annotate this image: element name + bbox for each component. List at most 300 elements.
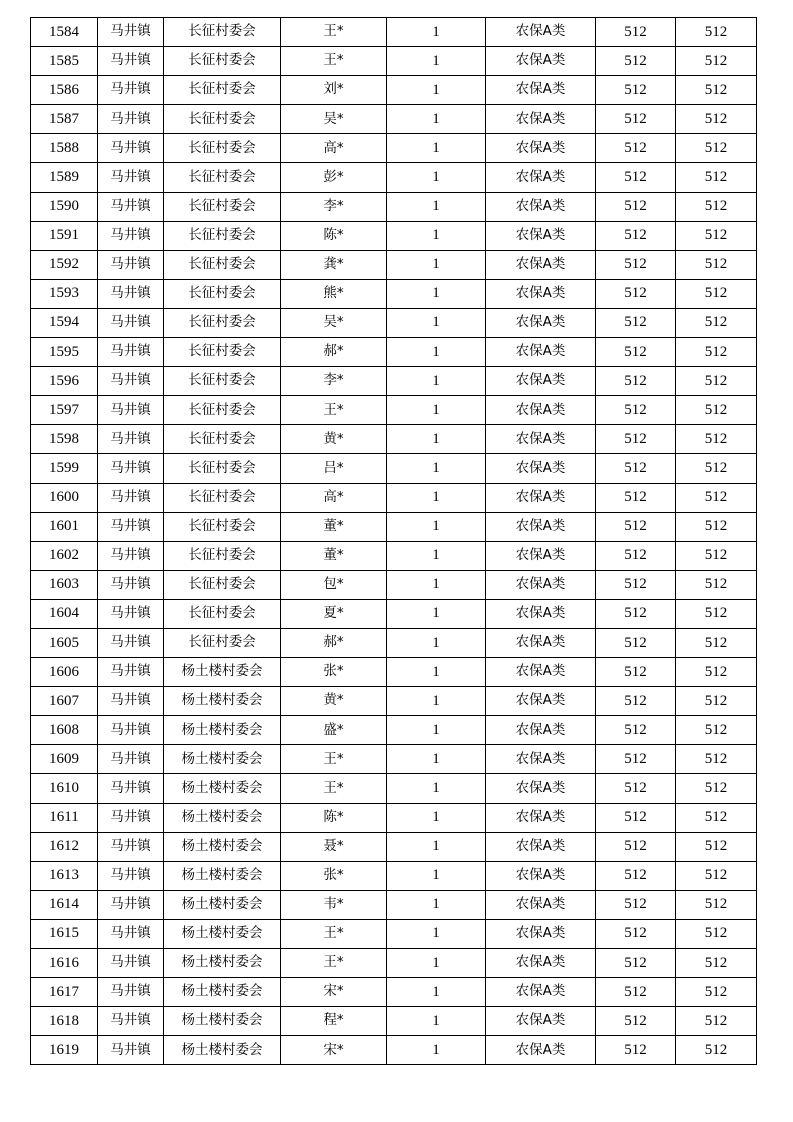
person-name-cell: 高* [281, 483, 387, 512]
person-name-cell: 吴* [281, 105, 387, 134]
amount-cell: 512 [596, 745, 676, 774]
table-row [31, 338, 757, 367]
table-row [31, 396, 757, 425]
town-cell: 马井镇 [98, 658, 164, 687]
village-cell: 杨土楼村委会 [164, 745, 281, 774]
table-row [31, 803, 757, 832]
amount-cell: 512 [596, 512, 676, 541]
row-number-cell: 1603 [31, 570, 98, 599]
village-cell: 杨土楼村委会 [164, 861, 281, 890]
row-number-cell: 1589 [31, 163, 98, 192]
person-name-cell: 龚* [281, 250, 387, 279]
town-cell: 马井镇 [98, 541, 164, 570]
amount-cell: 512 [596, 134, 676, 163]
amount-cell: 512 [596, 250, 676, 279]
category-cell: 农保A类 [486, 687, 596, 716]
count-cell: 1 [387, 599, 486, 628]
category-cell: 农保A类 [486, 745, 596, 774]
table-row [31, 192, 757, 221]
total-amount-cell: 512 [676, 687, 757, 716]
total-amount-cell: 512 [676, 18, 757, 47]
amount-cell: 512 [596, 890, 676, 919]
town-cell: 马井镇 [98, 745, 164, 774]
person-name-cell: 吕* [281, 454, 387, 483]
amount-cell: 512 [596, 221, 676, 250]
row-number-cell: 1592 [31, 250, 98, 279]
town-cell: 马井镇 [98, 890, 164, 919]
person-name-cell: 高* [281, 134, 387, 163]
total-amount-cell: 512 [676, 774, 757, 803]
count-cell: 1 [387, 250, 486, 279]
count-cell: 1 [387, 716, 486, 745]
amount-cell: 512 [596, 18, 676, 47]
row-number-cell: 1618 [31, 1007, 98, 1036]
count-cell: 1 [387, 18, 486, 47]
count-cell: 1 [387, 803, 486, 832]
count-cell: 1 [387, 919, 486, 948]
category-cell: 农保A类 [486, 716, 596, 745]
category-cell: 农保A类 [486, 1007, 596, 1036]
amount-cell: 512 [596, 308, 676, 337]
town-cell: 马井镇 [98, 687, 164, 716]
person-name-cell: 王* [281, 745, 387, 774]
amount-cell: 512 [596, 454, 676, 483]
category-cell: 农保A类 [486, 483, 596, 512]
category-cell: 农保A类 [486, 47, 596, 76]
count-cell: 1 [387, 570, 486, 599]
total-amount-cell: 512 [676, 47, 757, 76]
village-cell: 长征村委会 [164, 76, 281, 105]
total-amount-cell: 512 [676, 1036, 757, 1065]
table-row [31, 978, 757, 1007]
total-amount-cell: 512 [676, 512, 757, 541]
person-name-cell: 宋* [281, 1036, 387, 1065]
person-name-cell: 吴* [281, 308, 387, 337]
amount-cell: 512 [596, 861, 676, 890]
count-cell: 1 [387, 192, 486, 221]
amount-cell: 512 [596, 338, 676, 367]
village-cell: 杨土楼村委会 [164, 658, 281, 687]
count-cell: 1 [387, 832, 486, 861]
village-cell: 长征村委会 [164, 192, 281, 221]
person-name-cell: 彭* [281, 163, 387, 192]
amount-cell: 512 [596, 76, 676, 105]
category-cell: 农保A类 [486, 919, 596, 948]
total-amount-cell: 512 [676, 221, 757, 250]
count-cell: 1 [387, 1007, 486, 1036]
total-amount-cell: 512 [676, 279, 757, 308]
village-cell: 长征村委会 [164, 338, 281, 367]
table-row [31, 658, 757, 687]
town-cell: 马井镇 [98, 396, 164, 425]
table-row [31, 949, 757, 978]
category-cell: 农保A类 [486, 134, 596, 163]
person-name-cell: 王* [281, 949, 387, 978]
row-number-cell: 1619 [31, 1036, 98, 1065]
total-amount-cell: 512 [676, 949, 757, 978]
count-cell: 1 [387, 861, 486, 890]
town-cell: 马井镇 [98, 483, 164, 512]
town-cell: 马井镇 [98, 599, 164, 628]
village-cell: 长征村委会 [164, 570, 281, 599]
person-name-cell: 王* [281, 774, 387, 803]
category-cell: 农保A类 [486, 890, 596, 919]
total-amount-cell: 512 [676, 192, 757, 221]
town-cell: 马井镇 [98, 105, 164, 134]
town-cell: 马井镇 [98, 250, 164, 279]
category-cell: 农保A类 [486, 192, 596, 221]
amount-cell: 512 [596, 774, 676, 803]
total-amount-cell: 512 [676, 745, 757, 774]
table-row [31, 134, 757, 163]
amount-cell: 512 [596, 279, 676, 308]
row-number-cell: 1614 [31, 890, 98, 919]
village-cell: 杨土楼村委会 [164, 919, 281, 948]
town-cell: 马井镇 [98, 163, 164, 192]
row-number-cell: 1607 [31, 687, 98, 716]
row-number-cell: 1616 [31, 949, 98, 978]
table-row [31, 18, 757, 47]
category-cell: 农保A类 [486, 628, 596, 657]
person-name-cell: 张* [281, 658, 387, 687]
person-name-cell: 王* [281, 18, 387, 47]
town-cell: 马井镇 [98, 570, 164, 599]
amount-cell: 512 [596, 832, 676, 861]
amount-cell: 512 [596, 1007, 676, 1036]
amount-cell: 512 [596, 716, 676, 745]
town-cell: 马井镇 [98, 425, 164, 454]
count-cell: 1 [387, 134, 486, 163]
amount-cell: 512 [596, 628, 676, 657]
count-cell: 1 [387, 425, 486, 454]
count-cell: 1 [387, 774, 486, 803]
count-cell: 1 [387, 47, 486, 76]
village-cell: 长征村委会 [164, 396, 281, 425]
table-row [31, 512, 757, 541]
category-cell: 农保A类 [486, 105, 596, 134]
count-cell: 1 [387, 541, 486, 570]
total-amount-cell: 512 [676, 425, 757, 454]
village-cell: 杨土楼村委会 [164, 774, 281, 803]
row-number-cell: 1584 [31, 18, 98, 47]
category-cell: 农保A类 [486, 978, 596, 1007]
table-row [31, 599, 757, 628]
person-name-cell: 王* [281, 396, 387, 425]
table-body [31, 18, 757, 1065]
category-cell: 农保A类 [486, 774, 596, 803]
count-cell: 1 [387, 163, 486, 192]
category-cell: 农保A类 [486, 803, 596, 832]
category-cell: 农保A类 [486, 454, 596, 483]
person-name-cell: 陈* [281, 803, 387, 832]
category-cell: 农保A类 [486, 396, 596, 425]
village-cell: 杨土楼村委会 [164, 1036, 281, 1065]
row-number-cell: 1611 [31, 803, 98, 832]
count-cell: 1 [387, 221, 486, 250]
town-cell: 马井镇 [98, 919, 164, 948]
row-number-cell: 1599 [31, 454, 98, 483]
row-number-cell: 1604 [31, 599, 98, 628]
village-cell: 长征村委会 [164, 628, 281, 657]
category-cell: 农保A类 [486, 250, 596, 279]
category-cell: 农保A类 [486, 949, 596, 978]
category-cell: 农保A类 [486, 279, 596, 308]
category-cell: 农保A类 [486, 367, 596, 396]
category-cell: 农保A类 [486, 570, 596, 599]
count-cell: 1 [387, 396, 486, 425]
row-number-cell: 1586 [31, 76, 98, 105]
table-row [31, 163, 757, 192]
total-amount-cell: 512 [676, 396, 757, 425]
table-row [31, 221, 757, 250]
total-amount-cell: 512 [676, 163, 757, 192]
town-cell: 马井镇 [98, 367, 164, 396]
category-cell: 农保A类 [486, 308, 596, 337]
village-cell: 长征村委会 [164, 18, 281, 47]
row-number-cell: 1610 [31, 774, 98, 803]
table-row [31, 890, 757, 919]
count-cell: 1 [387, 76, 486, 105]
village-cell: 杨土楼村委会 [164, 949, 281, 978]
amount-cell: 512 [596, 483, 676, 512]
person-name-cell: 韦* [281, 890, 387, 919]
village-cell: 长征村委会 [164, 483, 281, 512]
category-cell: 农保A类 [486, 1036, 596, 1065]
count-cell: 1 [387, 367, 486, 396]
village-cell: 长征村委会 [164, 47, 281, 76]
row-number-cell: 1595 [31, 338, 98, 367]
total-amount-cell: 512 [676, 367, 757, 396]
person-name-cell: 盛* [281, 716, 387, 745]
table-row [31, 279, 757, 308]
village-cell: 长征村委会 [164, 512, 281, 541]
table-row [31, 745, 757, 774]
table-row [31, 105, 757, 134]
total-amount-cell: 512 [676, 308, 757, 337]
amount-cell: 512 [596, 978, 676, 1007]
village-cell: 长征村委会 [164, 308, 281, 337]
table-row [31, 687, 757, 716]
row-number-cell: 1598 [31, 425, 98, 454]
row-number-cell: 1590 [31, 192, 98, 221]
table-row [31, 250, 757, 279]
category-cell: 农保A类 [486, 18, 596, 47]
amount-cell: 512 [596, 687, 676, 716]
table-row [31, 367, 757, 396]
town-cell: 马井镇 [98, 628, 164, 657]
village-cell: 杨土楼村委会 [164, 978, 281, 1007]
person-name-cell: 张* [281, 861, 387, 890]
data-table [30, 17, 757, 1065]
village-cell: 长征村委会 [164, 279, 281, 308]
total-amount-cell: 512 [676, 105, 757, 134]
total-amount-cell: 512 [676, 832, 757, 861]
table-row [31, 76, 757, 105]
count-cell: 1 [387, 338, 486, 367]
amount-cell: 512 [596, 425, 676, 454]
person-name-cell: 陈* [281, 221, 387, 250]
total-amount-cell: 512 [676, 76, 757, 105]
count-cell: 1 [387, 454, 486, 483]
town-cell: 马井镇 [98, 949, 164, 978]
amount-cell: 512 [596, 47, 676, 76]
category-cell: 农保A类 [486, 541, 596, 570]
count-cell: 1 [387, 512, 486, 541]
table-row [31, 919, 757, 948]
amount-cell: 512 [596, 919, 676, 948]
person-name-cell: 李* [281, 367, 387, 396]
row-number-cell: 1587 [31, 105, 98, 134]
category-cell: 农保A类 [486, 338, 596, 367]
total-amount-cell: 512 [676, 628, 757, 657]
amount-cell: 512 [596, 949, 676, 978]
village-cell: 杨土楼村委会 [164, 803, 281, 832]
row-number-cell: 1597 [31, 396, 98, 425]
row-number-cell: 1612 [31, 832, 98, 861]
row-number-cell: 1601 [31, 512, 98, 541]
town-cell: 马井镇 [98, 832, 164, 861]
total-amount-cell: 512 [676, 570, 757, 599]
amount-cell: 512 [596, 163, 676, 192]
person-name-cell: 刘* [281, 76, 387, 105]
amount-cell: 512 [596, 105, 676, 134]
table-row [31, 1007, 757, 1036]
table-row [31, 716, 757, 745]
count-cell: 1 [387, 658, 486, 687]
table-row [31, 570, 757, 599]
amount-cell: 512 [596, 658, 676, 687]
count-cell: 1 [387, 949, 486, 978]
town-cell: 马井镇 [98, 803, 164, 832]
town-cell: 马井镇 [98, 861, 164, 890]
town-cell: 马井镇 [98, 774, 164, 803]
table-row [31, 1036, 757, 1065]
count-cell: 1 [387, 745, 486, 774]
category-cell: 农保A类 [486, 221, 596, 250]
total-amount-cell: 512 [676, 861, 757, 890]
amount-cell: 512 [596, 570, 676, 599]
town-cell: 马井镇 [98, 47, 164, 76]
town-cell: 马井镇 [98, 221, 164, 250]
category-cell: 农保A类 [486, 861, 596, 890]
person-name-cell: 李* [281, 192, 387, 221]
person-name-cell: 夏* [281, 599, 387, 628]
table-row [31, 541, 757, 570]
category-cell: 农保A类 [486, 512, 596, 541]
category-cell: 农保A类 [486, 832, 596, 861]
village-cell: 长征村委会 [164, 454, 281, 483]
amount-cell: 512 [596, 599, 676, 628]
village-cell: 长征村委会 [164, 599, 281, 628]
count-cell: 1 [387, 687, 486, 716]
row-number-cell: 1602 [31, 541, 98, 570]
village-cell: 长征村委会 [164, 541, 281, 570]
person-name-cell: 郝* [281, 628, 387, 657]
count-cell: 1 [387, 308, 486, 337]
count-cell: 1 [387, 279, 486, 308]
town-cell: 马井镇 [98, 18, 164, 47]
town-cell: 马井镇 [98, 279, 164, 308]
category-cell: 农保A类 [486, 599, 596, 628]
person-name-cell: 熊* [281, 279, 387, 308]
total-amount-cell: 512 [676, 599, 757, 628]
category-cell: 农保A类 [486, 76, 596, 105]
village-cell: 长征村委会 [164, 425, 281, 454]
total-amount-cell: 512 [676, 1007, 757, 1036]
table-row [31, 832, 757, 861]
table-row [31, 483, 757, 512]
town-cell: 马井镇 [98, 454, 164, 483]
town-cell: 马井镇 [98, 1007, 164, 1036]
count-cell: 1 [387, 105, 486, 134]
town-cell: 马井镇 [98, 308, 164, 337]
person-name-cell: 王* [281, 919, 387, 948]
count-cell: 1 [387, 628, 486, 657]
count-cell: 1 [387, 483, 486, 512]
person-name-cell: 黄* [281, 425, 387, 454]
row-number-cell: 1613 [31, 861, 98, 890]
amount-cell: 512 [596, 541, 676, 570]
category-cell: 农保A类 [486, 658, 596, 687]
row-number-cell: 1609 [31, 745, 98, 774]
table-row [31, 308, 757, 337]
total-amount-cell: 512 [676, 250, 757, 279]
total-amount-cell: 512 [676, 890, 757, 919]
amount-cell: 512 [596, 192, 676, 221]
total-amount-cell: 512 [676, 483, 757, 512]
amount-cell: 512 [596, 1036, 676, 1065]
table-row [31, 425, 757, 454]
row-number-cell: 1588 [31, 134, 98, 163]
total-amount-cell: 512 [676, 134, 757, 163]
village-cell: 杨土楼村委会 [164, 1007, 281, 1036]
village-cell: 长征村委会 [164, 367, 281, 396]
town-cell: 马井镇 [98, 716, 164, 745]
person-name-cell: 黄* [281, 687, 387, 716]
row-number-cell: 1596 [31, 367, 98, 396]
count-cell: 1 [387, 1036, 486, 1065]
town-cell: 马井镇 [98, 192, 164, 221]
total-amount-cell: 512 [676, 658, 757, 687]
category-cell: 农保A类 [486, 163, 596, 192]
row-number-cell: 1591 [31, 221, 98, 250]
village-cell: 杨土楼村委会 [164, 890, 281, 919]
total-amount-cell: 512 [676, 454, 757, 483]
row-number-cell: 1585 [31, 47, 98, 76]
village-cell: 长征村委会 [164, 105, 281, 134]
table-row [31, 774, 757, 803]
row-number-cell: 1606 [31, 658, 98, 687]
table-row [31, 861, 757, 890]
town-cell: 马井镇 [98, 512, 164, 541]
person-name-cell: 董* [281, 512, 387, 541]
count-cell: 1 [387, 890, 486, 919]
amount-cell: 512 [596, 396, 676, 425]
person-name-cell: 董* [281, 541, 387, 570]
count-cell: 1 [387, 978, 486, 1007]
town-cell: 马井镇 [98, 76, 164, 105]
person-name-cell: 宋* [281, 978, 387, 1007]
row-number-cell: 1615 [31, 919, 98, 948]
person-name-cell: 王* [281, 47, 387, 76]
person-name-cell: 郝* [281, 338, 387, 367]
row-number-cell: 1608 [31, 716, 98, 745]
total-amount-cell: 512 [676, 803, 757, 832]
total-amount-cell: 512 [676, 541, 757, 570]
town-cell: 马井镇 [98, 134, 164, 163]
table-row [31, 454, 757, 483]
row-number-cell: 1600 [31, 483, 98, 512]
